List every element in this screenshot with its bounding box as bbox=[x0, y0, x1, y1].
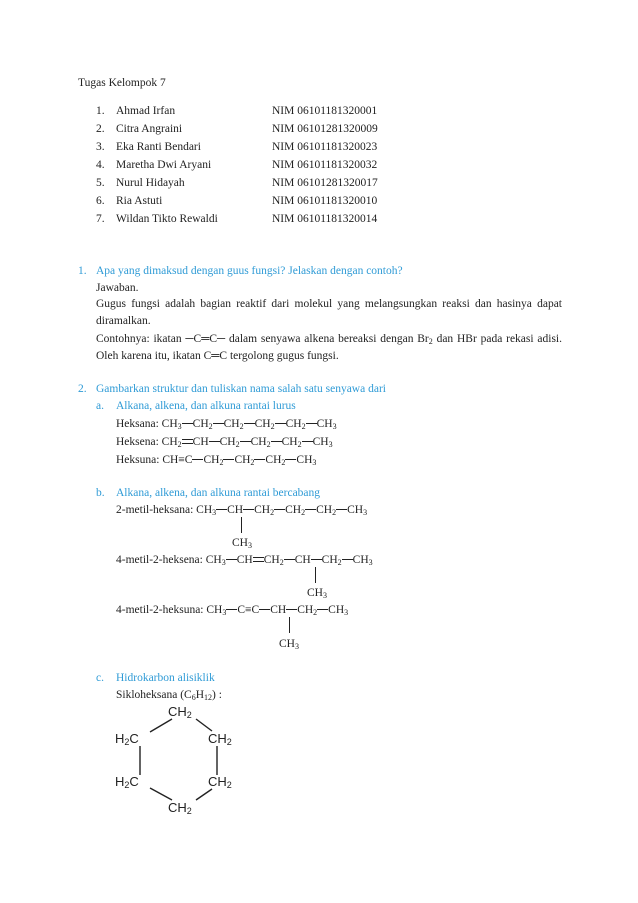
question-1-text: Apa yang dimaksud dengan guus fungsi? Jelaskan dengan contoh? bbox=[96, 265, 403, 277]
member-name: Wildan Tikto Rewaldi bbox=[116, 213, 218, 225]
branch-bond bbox=[289, 617, 290, 633]
subsection-b-title: Alkana, alkena, dan alkuna rantai bercabang bbox=[116, 487, 321, 499]
ring-h2c-left: $H_2C$ bbox=[115, 731, 139, 747]
member-nim: NIM 06101181320001 bbox=[272, 105, 378, 117]
example-part-b: dan HBr pada rekasi adisi. Oleh karena itu, ikatan C═C tergolong gugus fungsi. bbox=[96, 333, 562, 362]
heksana-formula: Heksana: $CH_3$ $CH_2$ $CH_2$ $CH_2$ $CH_2$ $CH_3$ bbox=[116, 418, 337, 431]
ring-ch2-top: $CH_2$ bbox=[168, 704, 192, 720]
member-number: 1. bbox=[96, 105, 105, 117]
member-nim: NIM 06101181320010 bbox=[272, 195, 378, 207]
member-name: Citra Angraini bbox=[116, 123, 183, 135]
member-name: Nurul Hidayah bbox=[116, 177, 185, 189]
member-number: 4. bbox=[96, 159, 105, 171]
member-number: 3. bbox=[96, 141, 105, 153]
methyl-branch: $CH_3$ bbox=[279, 638, 299, 651]
question-2-text: Gambarkan struktur dan tuliskan nama salah satu senyawa dari bbox=[96, 383, 386, 395]
member-nim: NIM 06101181320014 bbox=[272, 213, 378, 225]
subsection-c-title: Hidrokarbon alisiklik bbox=[116, 672, 215, 684]
branch-bond bbox=[241, 517, 242, 533]
subsection-letter: b. bbox=[96, 487, 105, 499]
methyl-branch: $CH_3$ bbox=[232, 537, 252, 550]
subsection-letter: a. bbox=[96, 400, 104, 412]
ring-h2c-lower-left: $H_2C$ bbox=[115, 774, 139, 790]
member-nim: NIM 06101281320009 bbox=[272, 123, 378, 135]
subsection-letter: c. bbox=[96, 672, 104, 684]
answer-label: Jawaban. bbox=[96, 282, 139, 294]
member-number: 5. bbox=[96, 177, 105, 189]
metil-heksena-formula: 4-metil-2-heksena: $CH_3$ CH $CH_2$ CH $CH_2$ $CH_3$ bbox=[116, 554, 373, 567]
subscript-2: 2 bbox=[428, 337, 433, 346]
compound-label: Heksana: bbox=[116, 418, 159, 430]
question-number: 1. bbox=[78, 265, 87, 277]
ring-ch2-bottom: $CH_2$ bbox=[168, 800, 192, 816]
question-number: 2. bbox=[78, 383, 87, 395]
compound-label: 4-metil-2-heksena: bbox=[116, 554, 203, 566]
heksena-formula: Heksena: $CH_2$ CH $CH_2$ $CH_2$ $CH_2$ $CH_3$ bbox=[116, 436, 333, 449]
compound-label: Sikloheksana (C bbox=[116, 689, 192, 701]
compound-label: 2-metil-heksana: bbox=[116, 504, 194, 516]
member-nim: NIM 06101181320032 bbox=[272, 159, 378, 171]
compound-label: 4-metil-2-heksuna: bbox=[116, 604, 204, 616]
metil-heksana-formula: 2-metil-heksana: $CH_3$ CH $CH_2$ $CH_2$ $CH_2$ $CH_3$ bbox=[116, 504, 368, 517]
member-name: Ria Astuti bbox=[116, 195, 163, 207]
member-number: 6. bbox=[96, 195, 105, 207]
answer-example bbox=[96, 331, 562, 365]
ring-ch2-lower-right: $CH_2$ bbox=[208, 774, 232, 790]
page-title: Tugas Kelompok 7 bbox=[78, 77, 166, 89]
methyl-branch: $CH_3$ bbox=[307, 587, 327, 600]
member-nim: NIM 06101181320023 bbox=[272, 141, 378, 153]
member-name: Ahmad Irfan bbox=[116, 105, 176, 117]
compound-label: Heksuna: bbox=[116, 454, 160, 466]
subsection-a-title: Alkana, alkena, dan alkuna rantai lurus bbox=[116, 400, 296, 412]
member-name: Maretha Dwi Aryani bbox=[116, 159, 212, 171]
metil-heksuna-formula: 4-metil-2-heksuna: $CH_3$ C≡C CH $CH_2$ $CH_3$ bbox=[116, 604, 349, 617]
compound-label: Heksena: bbox=[116, 436, 159, 448]
answer-text: Gugus fungsi adalah bagian reaktif dari molekul yang melangsungkan reaksi dan hasinya dapat diramalkan. bbox=[96, 298, 562, 327]
member-nim: NIM 06101281320017 bbox=[272, 177, 378, 189]
member-number: 2. bbox=[96, 123, 105, 135]
sikloheksana-name: Sikloheksana $(C_6H_{12})$ : bbox=[116, 689, 222, 702]
heksuna-formula: Heksuna: CH≡C $CH_2$ $CH_2$ $CH_2$ $CH_3$ bbox=[116, 454, 317, 467]
member-name: Eka Ranti Bendari bbox=[116, 141, 201, 153]
member-number: 7. bbox=[96, 213, 105, 225]
branch-bond bbox=[315, 567, 316, 583]
ring-ch2-right: $CH_2$ bbox=[208, 731, 232, 747]
example-part-a: Contohnya: ikatan ─C═C─ dalam senyawa alkena bereaksi dengan Br bbox=[96, 333, 429, 345]
